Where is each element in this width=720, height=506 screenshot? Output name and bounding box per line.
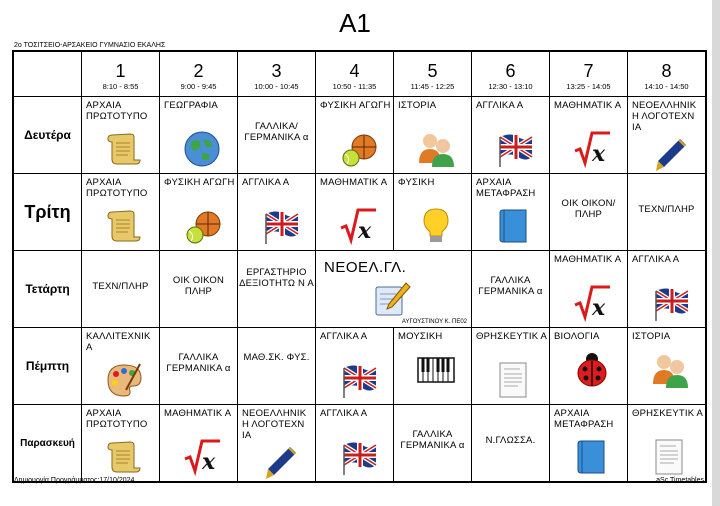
lesson-cell[interactable] <box>550 97 628 174</box>
subject-label: ΑΡΧΑΙΑ ΠΡΩΤΟΤΥΠΟ <box>86 177 148 199</box>
lesson-cell[interactable] <box>550 405 628 483</box>
subject-label: ΕΡΓΑΣΤΗΡΙΟ ΔΕΞΙΟΤΗΤΩ Ν Α <box>239 267 314 289</box>
created-date: Δημιουργία Προγράμματος:17/10/2024 <box>14 477 135 484</box>
subject-label: ΤΕΧΝ/ΠΛΗΡ <box>638 204 695 215</box>
math-sqrt-x-icon <box>572 129 612 169</box>
period-time: 10:00 - 10:45 <box>254 82 299 91</box>
scroll-icon <box>104 129 144 169</box>
subject-label: ΓΑΛΛΙΚΑ ΓΕΡΜΑΝΙΚΑ α <box>400 429 465 451</box>
window-edge <box>712 0 720 506</box>
lesson-cell[interactable] <box>472 174 550 251</box>
lesson-cell[interactable] <box>316 97 394 174</box>
period-number: 5 <box>427 61 438 81</box>
lesson-cell[interactable] <box>316 405 394 483</box>
lesson-cell-double[interactable] <box>316 251 472 328</box>
day-row-thursday <box>13 328 706 405</box>
subject-label: ΦΥΣΙΚΗ <box>398 177 435 188</box>
subject-label: Ν.ΓΛΩΣΣΑ. <box>485 435 536 446</box>
lesson-cell[interactable] <box>316 174 394 251</box>
subject-label: ΑΓΓΛΙΚΑ Α <box>242 177 290 188</box>
day-row-friday <box>13 405 706 483</box>
math-sqrt-x-icon <box>572 283 612 323</box>
lesson-cell[interactable] <box>628 328 707 405</box>
lesson-cell[interactable] <box>160 328 238 405</box>
uk-flag-icon <box>494 129 534 169</box>
day-label-friday: Παρασκευή <box>13 405 82 483</box>
period-number: 1 <box>115 61 126 81</box>
subject-label: ΜΑΘΗΜΑΤΙΚ Α <box>320 177 388 188</box>
corner-cell <box>13 51 82 97</box>
page-title: A1 <box>339 8 371 38</box>
day-row-monday <box>13 97 706 174</box>
lesson-cell[interactable] <box>160 97 238 174</box>
lesson-cell[interactable] <box>238 328 316 405</box>
subject-label: ΤΕΧΝ/ΠΛΗΡ <box>92 281 149 292</box>
palette-icon <box>104 360 144 400</box>
subject-label: ΝΕΟΕΛ.ΓΛ. <box>324 259 407 276</box>
subject-label: ΦΥΣΙΚΗ ΑΓΩΓΗ <box>320 100 391 111</box>
period-number: 7 <box>583 61 594 81</box>
scroll-icon <box>104 206 144 246</box>
subject-label: ΑΓΓΛΙΚΑ Α <box>476 100 524 111</box>
lesson-cell[interactable] <box>160 405 238 483</box>
lesson-cell[interactable] <box>316 328 394 405</box>
lesson-cell[interactable] <box>82 174 160 251</box>
subject-label: ΜΑΘΗΜΑΤΙΚ Α <box>554 100 622 111</box>
sports-balls-icon <box>338 129 378 169</box>
uk-flag-icon <box>338 437 378 477</box>
lesson-cell[interactable] <box>628 174 707 251</box>
lesson-cell[interactable] <box>394 405 472 483</box>
subject-label: ΘΡΗΣΚΕΥΤΙΚ Α <box>632 408 704 419</box>
subject-label: ΑΓΓΛΙΚΑ Α <box>320 331 368 342</box>
period-number: 6 <box>505 61 516 81</box>
school-name: 2ο ΤΟΣΙΤΣΕΙΟ-ΑΡΣΑΚΕΙΟ ΓΥΜΝΑΣΙΟ ΕΚΑΛΗΣ <box>14 42 166 49</box>
period-2 <box>160 51 238 97</box>
period-time: 8:10 - 8:55 <box>102 82 139 91</box>
lesson-cell[interactable] <box>394 97 472 174</box>
day-label-tuesday: Τρίτη <box>13 174 82 251</box>
period-1 <box>82 51 160 97</box>
lesson-cell[interactable] <box>160 251 238 328</box>
subject-label: ΓΑΛΛΙΚΑ ΓΕΡΜΑΝΙΚΑ α <box>166 352 231 374</box>
lesson-cell[interactable] <box>472 97 550 174</box>
subject-label: ΓΑΛΛΙΚΑ/ ΓΕΡΜΑΝΙΚΑ α <box>244 121 309 143</box>
lesson-cell[interactable] <box>472 405 550 483</box>
book-icon <box>494 206 534 246</box>
subject-label: ΟΙΚ ΟΙΚΟΝ ΠΛΗΡ <box>172 275 225 297</box>
subject-label: ΟΙΚ ΟΙΚΟΝ/ ΠΛΗΡ <box>561 198 616 220</box>
subject-label: ΑΡΧΑΙΑ ΠΡΩΤΟΤΥΠΟ <box>86 100 148 122</box>
day-label-wednesday: Τετάρτη <box>13 251 82 328</box>
day-row-wednesday <box>13 251 706 328</box>
subject-label: ΓΑΛΛΙΚΑ ΓΕΡΜΑΝΙΚΑ α <box>478 275 543 297</box>
lesson-cell[interactable] <box>82 97 160 174</box>
lesson-cell[interactable] <box>238 405 316 483</box>
subject-label: ΑΡΧΑΙΑ ΜΕΤΑΦΡΑΣΗ <box>476 177 536 199</box>
subject-label: ΜΑΘΗΜΑΤΙΚ Α <box>164 408 232 419</box>
scroll-icon <box>104 437 144 477</box>
period-8 <box>628 51 707 97</box>
people-icon <box>650 350 690 390</box>
subject-label: ΜΟΥΣΙΚΗ <box>398 331 443 342</box>
lesson-cell[interactable] <box>82 251 160 328</box>
subject-label: ΑΡΧΑΙΑ ΠΡΩΤΟΤΥΠΟ <box>86 408 148 430</box>
subject-label: ΘΡΗΣΚΕΥΤΙΚ Α <box>476 331 548 342</box>
globe-icon <box>182 129 222 169</box>
subject-label: ΑΓΓΛΙΚΑ Α <box>632 254 680 265</box>
period-5 <box>394 51 472 97</box>
uk-flag-icon <box>650 283 690 323</box>
day-row-tuesday <box>13 174 706 251</box>
period-7 <box>550 51 628 97</box>
pencil-document-icon <box>372 279 412 319</box>
period-time: 11:45 - 12:25 <box>410 82 455 91</box>
ladybug-icon <box>572 350 612 390</box>
fountain-pen-icon <box>650 135 690 174</box>
document-icon <box>494 360 534 400</box>
brand-label: aSc Timetables <box>656 477 704 484</box>
sports-balls-icon <box>182 206 222 246</box>
piano-keys-icon <box>416 350 456 390</box>
fountain-pen-icon <box>260 443 300 482</box>
uk-flag-icon <box>260 206 300 246</box>
math-sqrt-x-icon <box>182 437 222 477</box>
period-4 <box>316 51 394 97</box>
teacher-label: ΑΥΓΟΥΣΤΙΝΟΥ Κ. ΠΕ02 <box>401 319 467 325</box>
people-icon <box>416 129 456 169</box>
subject-label: ΜΑΘ.ΣΚ. ΦΥΣ. <box>243 352 310 363</box>
subject-label: ΑΡΧΑΙΑ ΜΕΤΑΦΡΑΣΗ <box>554 408 614 430</box>
subject-label: ΒΙΟΛΟΓΙΑ <box>554 331 600 342</box>
lesson-cell[interactable] <box>394 328 472 405</box>
lesson-cell[interactable] <box>472 328 550 405</box>
lesson-cell[interactable] <box>628 97 707 174</box>
lesson-cell[interactable] <box>628 405 707 483</box>
period-6 <box>472 51 550 97</box>
subject-label: ΝΕΟΕΛΛΗΝΙΚ Η ΛΟΓΟΤΕΧΝ ΙΑ <box>242 408 307 441</box>
lesson-cell[interactable] <box>550 251 628 328</box>
lesson-cell[interactable] <box>238 97 316 174</box>
period-3 <box>238 51 316 97</box>
period-time: 12:30 - 13:10 <box>488 82 533 91</box>
timetable-grid <box>12 50 707 483</box>
period-time: 10:50 - 11:35 <box>332 82 377 91</box>
document-icon <box>650 437 690 477</box>
lesson-cell[interactable] <box>394 174 472 251</box>
subject-label: ΦΥΣΙΚΗ ΑΓΩΓΗ <box>164 177 235 188</box>
lesson-cell[interactable] <box>238 174 316 251</box>
lesson-cell[interactable] <box>82 405 160 483</box>
period-time: 9:00 - 9:45 <box>180 82 217 91</box>
day-label-thursday: Πέμπτη <box>13 328 82 405</box>
subject-label: ΓΕΩΓΡΑΦΙΑ <box>164 100 218 111</box>
period-time: 13:25 - 14:05 <box>566 82 611 91</box>
lightbulb-icon <box>416 206 456 246</box>
period-number: 4 <box>349 61 360 81</box>
subject-label: ΜΑΘΗΜΑΤΙΚ Α <box>554 254 622 265</box>
subject-label: ΑΓΓΛΙΚΑ Α <box>320 408 368 419</box>
book-icon <box>572 437 612 477</box>
period-header-row <box>13 51 706 97</box>
math-sqrt-x-icon <box>338 206 378 246</box>
subject-label: ΙΣΤΟΡΙΑ <box>398 100 437 111</box>
period-time: 14:10 - 14:50 <box>644 82 689 91</box>
lesson-cell[interactable] <box>628 251 707 328</box>
subject-label: ΙΣΤΟΡΙΑ <box>632 331 671 342</box>
lesson-cell[interactable] <box>238 251 316 328</box>
subject-label: ΝΕΟΕΛΛΗΝΙΚ Η ΛΟΓΟΤΕΧΝ ΙΑ <box>632 100 697 133</box>
lesson-cell[interactable] <box>82 328 160 405</box>
lesson-cell[interactable] <box>550 328 628 405</box>
period-number: 8 <box>661 61 672 81</box>
uk-flag-icon <box>338 360 378 400</box>
day-label-monday: Δευτέρα <box>13 97 82 174</box>
lesson-cell[interactable] <box>160 174 238 251</box>
period-number: 3 <box>271 61 282 81</box>
lesson-cell[interactable] <box>472 251 550 328</box>
subject-label: ΚΑΛΛΙΤΕΧΝΙΚ Α <box>86 331 151 353</box>
lesson-cell[interactable] <box>550 174 628 251</box>
period-number: 2 <box>193 61 204 81</box>
